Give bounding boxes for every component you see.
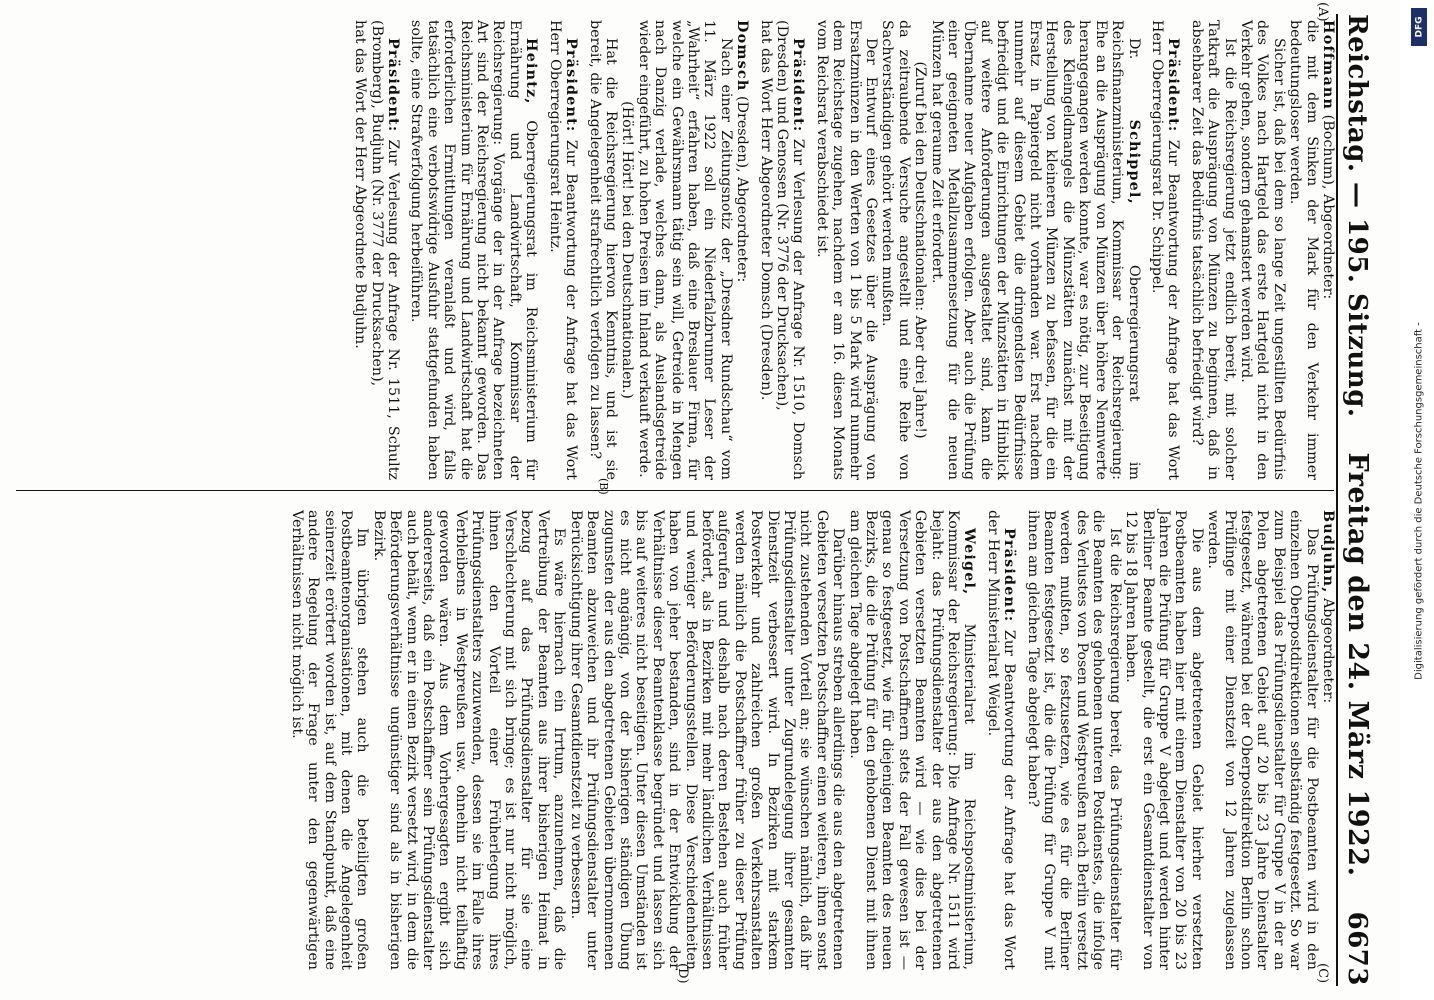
president-remark: Präsident: Zur Beantwortung der Anfrage hat das Wort Herr Oberregierungsrat Heintz. <box>546 20 580 480</box>
speech-weigel: Weigel, Ministerialrat im Reichspostministerium, Kommissar der Reichsregierung: Die Anfrage Nr. 1511 wird bejaht: das Prüfungsdienstalter der aus den abgetretenen Gebieten versetzten Beamten wird — wie dies bei der Versetzung von Postschaffnern stets der Fall gewesen ist — genau so festgesetzt, wie für diejenigen Beamten des neuen Bezirks, die die Prüfung für den gehobenen Dienst mit ihnen am gleichen Tage abgelegt haben. <box>846 510 978 970</box>
paragraph: Ist die Reichsregierung bereit, das Prüfungsdienstalter für die Beamten des gehobenen unteren Postdienstes, die infolge des Verlustes von Posen und Westpreußen nach Berlin versetzt werden mußten, so festzusetzen, wie es für die Berliner Beamten festgesetzt ist, die die Prüfung für Gruppe V mit ihnen am gleichen Tage abgelegt haben? <box>1024 510 1123 970</box>
margin-letter-d: (D) <box>675 963 690 984</box>
margin-letter-c: (C) <box>1315 963 1330 984</box>
margin-letter-a: (A) <box>1315 2 1330 22</box>
interjection: (Hört! Hört! bei den Deutschnationalen.) <box>619 101 636 399</box>
digitization-credit <box>1410 6 1428 996</box>
paragraph: da zeitraubende Versuche angestellt und eine Reihe von Sachverständigen gehört werden mußten. <box>879 20 912 480</box>
president-remark: Präsident: Zur Verlesung der Anfrage Nr. 1510, Domsch (Dresden) und Genossen (Nr. 3776 der Drucksachen), <box>774 20 807 480</box>
paragraph: Der Entwurf eines Gesetzes über die Ausprägung von Ersatzmünzen in den Werten von 1 bis 5 Mark wird nunmehr dem Reichstage zugehen, nachdem er am 16. diesen Monats vom Reichsrat verabschiedet ist. <box>813 20 880 480</box>
paragraph: Im übrigen stehen auch die beteiligten großen Postbeamtenorganisationen, mit denen die Angelegenheit seinerzeit erörtert worden ist, auf dem Standpunkt, daß eine andere Regelung der Frage unter den gegenwärtigen Verhältnissen nicht möglich ist. <box>288 510 371 970</box>
right-column <box>288 510 1336 970</box>
paragraph: Sicher ist, daß bei dem so lange Zeit ungestillten Bedürfnis des Volkes nach Hartgeld das erste Hartgeld nicht in den Verkehr gehen, sondern gehamstert werden wird. <box>1237 20 1287 480</box>
paragraph: Das Prüfungsdienstalter für die Postbeamten wird in den einzelnen Oberpostdirektionen selbständig festgesetzt. So war zum Beispiel das Prüfungsdienstalter für Gruppe V in der an Polen abgetretenen Gebiet auf 20 bis 23 Jahre Dienstalter festgesetzt, während bei der Oberpostdirektion Berlin schon Prüflinge mit einer Dienstzeit von 12 Jahren zugelassen werden. <box>1205 510 1320 970</box>
paragraph: Nach einer Zeitungsnotiz der „Dresdner Rundschau“ vom 11. März 1922 soll ein Niederfalzbrunner Leser der „Wahrheit“ erfahren haben, daß eine Breslauer Firma, für welche ein Gewährsmann tätig sein will, Getreide in Mengen nach Danzig verlade, welches dann, als Auslandsgetreide wieder eingeführt, zu hohen Preisen im Inland verkauft werde. <box>635 20 734 480</box>
president-remark: Präsident: Zur Beantwortung der Anfrage hat das Wort Herr Oberregierungsrat Dr. Schippel. <box>1148 20 1182 480</box>
speech-heintz: Heintz, Oberregierungsrat im Reichsministerium für Ernährung und Landwirtschaft, Kommissar der Reichsregierung: Vorgänge der in der Anfrage bezeichneten Art sind der Reichsregierung nicht bekannt geworden. Das Reichsministerium für Ernährung und Landwirtschaft hat die erforderlichen Ermittlungen veranlaßt und wird, falls tatsächlich eine verbotswidrige Ausfuhr stattgefunden haben sollte, eine Strafverfolgung herbeiführen. <box>408 20 540 480</box>
president-remark: Präsident: Zur Beantwortung der Anfrage hat das Wort der Herr Ministerialrat Weigel. <box>984 510 1018 970</box>
president-remark: Präsident: Zur Verlesung der Anfrage Nr. 1511, Schultz (Bromberg), Budjuhn (Nr. 3777 der Drucksachen), <box>368 20 402 480</box>
paragraph: Hat die Reichsregierung hiervon Kenntnis, und ist sie bereit, die Angelegenheit strafrechtlich verfolgen zu lassen? <box>586 20 619 480</box>
page-number: 6673 <box>1342 911 1372 986</box>
header-session: Reichstag. — 195. Sitzung. <box>1342 14 1372 418</box>
paragraph: Ist die Reichsregierung jetzt endlich bereit, mit solcher Tatkraft die Ausprägung von Münzen zu beginnen, daß in absehbarer Zeit das Bedürfnis tatsächlich befriedigt wird? <box>1188 20 1238 480</box>
column-divider <box>16 490 1334 491</box>
paragraph: hat das Wort Herr Abgeordneter Domsch (Dresden). <box>757 20 774 401</box>
page-header <box>1336 14 1382 986</box>
left-column <box>352 20 1336 480</box>
header-date: Freitag den 24. März 1922. <box>1342 452 1373 877</box>
speech-budjuhn: Budjuhn, Abgeordneter: <box>1320 510 1336 704</box>
speech-schippel: Dr. Schippel, Oberregierungsrat im Reichsfinanzministerium, Kommissar der Reichsregierung: Ehe an die Ausprägung von Münzen über höhere Nennwerte herangegangen werden konnte, war es nötig, zur Beseitigung des Kleingeldmangels die Münzstätten zunächst mit der Herstellung von kleineren Münzen zu befassen, für die ein Ersatz in Papiergeld nicht vorhanden war. Erst nachdem nunmehr auf diesem Gebiet die dringendsten Bedürfnisse befriedigt und die Einrichtungen der Münzstätten in Hinblick auf weitere Anforderungen ausgestaltet sind, kann die Übernahme neuer Aufgaben erfolgen. Aber auch die Prüfung einer geeigneten Metallzusammensetzung für die neuen Münzen hat geraume Zeit erfordert. <box>928 20 1142 480</box>
dfg-logo: DFG <box>1411 8 1427 46</box>
speech-domsch: Domsch (Dresden), Abgeordneter: <box>734 20 751 283</box>
interjection: (Zuruf bei den Deutschnationalen: Aber drei Jahre!) <box>912 61 929 439</box>
speech-hoffmann: Hoffmann (Bochum), Abgeordneter: <box>1320 20 1336 300</box>
margin-letter-b: (B) <box>597 478 610 495</box>
paragraph: die mit dem Sinken der Mark für den Verkehr immer bedeutungsloser werden. <box>1287 20 1320 480</box>
credit-text: Digitalisierung gefördert durch die Deutsche Forschungsgemeinschaft - <box>1413 322 1425 680</box>
paragraph: Es wäre hiernach ein Irrtum, anzunehmen, daß die Vertreibung der Beamten aus ihrer bisherigen Heimat in bezug auf das Prüfungsdienstalter für sie eine Verschlechterung mit sich bringe; es ist nur nicht möglich, ihnen den Vorteil einer Früherlegung ihres Prüfungsdienstalters zuzuwenden, dessen sie im Falle ihres Verbleibens in Westpreußen usw. ohnehin nicht teilhaftig geworden wären. Aus dem Vorhergesagten ergibt sich andererseits, daß ein Postschaffner sein Prüfungsdienstalter auch behält, wenn er in einen Bezirk versetzt wird, in dem die Beförderungsverhältnisse ungünstiger sind als in bisherigen Bezirk. <box>370 510 568 970</box>
paragraph: Die aus dem abgetretenen Gebiet hierher versetzten Postbeamten haben hier mit einem Dienstalter von 20 bis 23 Jahren die Prüfung für Gruppe V abgelegt und werden hinter Berliner Beamte gestellt, die erst ein Gesamtdienstalter von 12 bis 18 Jahren haben. <box>1123 510 1205 970</box>
paragraph: hat das Wort der Herr Abgeordnete Budjuhn. <box>352 20 369 349</box>
paragraph: Darüber hinaus streben allerdings die aus den abgetretenen Gebieten versetzten Postschaffner einen weiteren, ihnen sonst nicht zustehenden Vorteil an; sie wünschen nämlich, daß ihr Prüfungsdienstalter unter Zugrundelegung ihrer gesamten Dienstzeit verbessert wird. In Bezirken mit starkem Postverkehr und zahlreichen großen Verkehrsanstalten werden nämlich die Postschaffner früher zu dieser Prüfung aufgerufen und deshalb nach deren Bestehen auch früher befördert, als in Bezirken mit mehr ländlichen Verhältnissen und weniger Beförderungsstellen. Diese Verschiedenheiten haben von jeher bestanden, sind in der Entwicklung der Verhältnisse dieser Beamtenklasse begründet und lassen sich bis auf weiteres nicht beseitigen. Unter diesen Umständen ist es nicht angängig, von der bisherigen ständigen Übung zugunsten der aus den abgetretenen Gebieten übernommenen Beamten abzuweichen und ihr Prüfungsdienstalter unter Berücksichtigung ihrer Gesamtdienstzeit zu verbessern. <box>567 510 847 970</box>
